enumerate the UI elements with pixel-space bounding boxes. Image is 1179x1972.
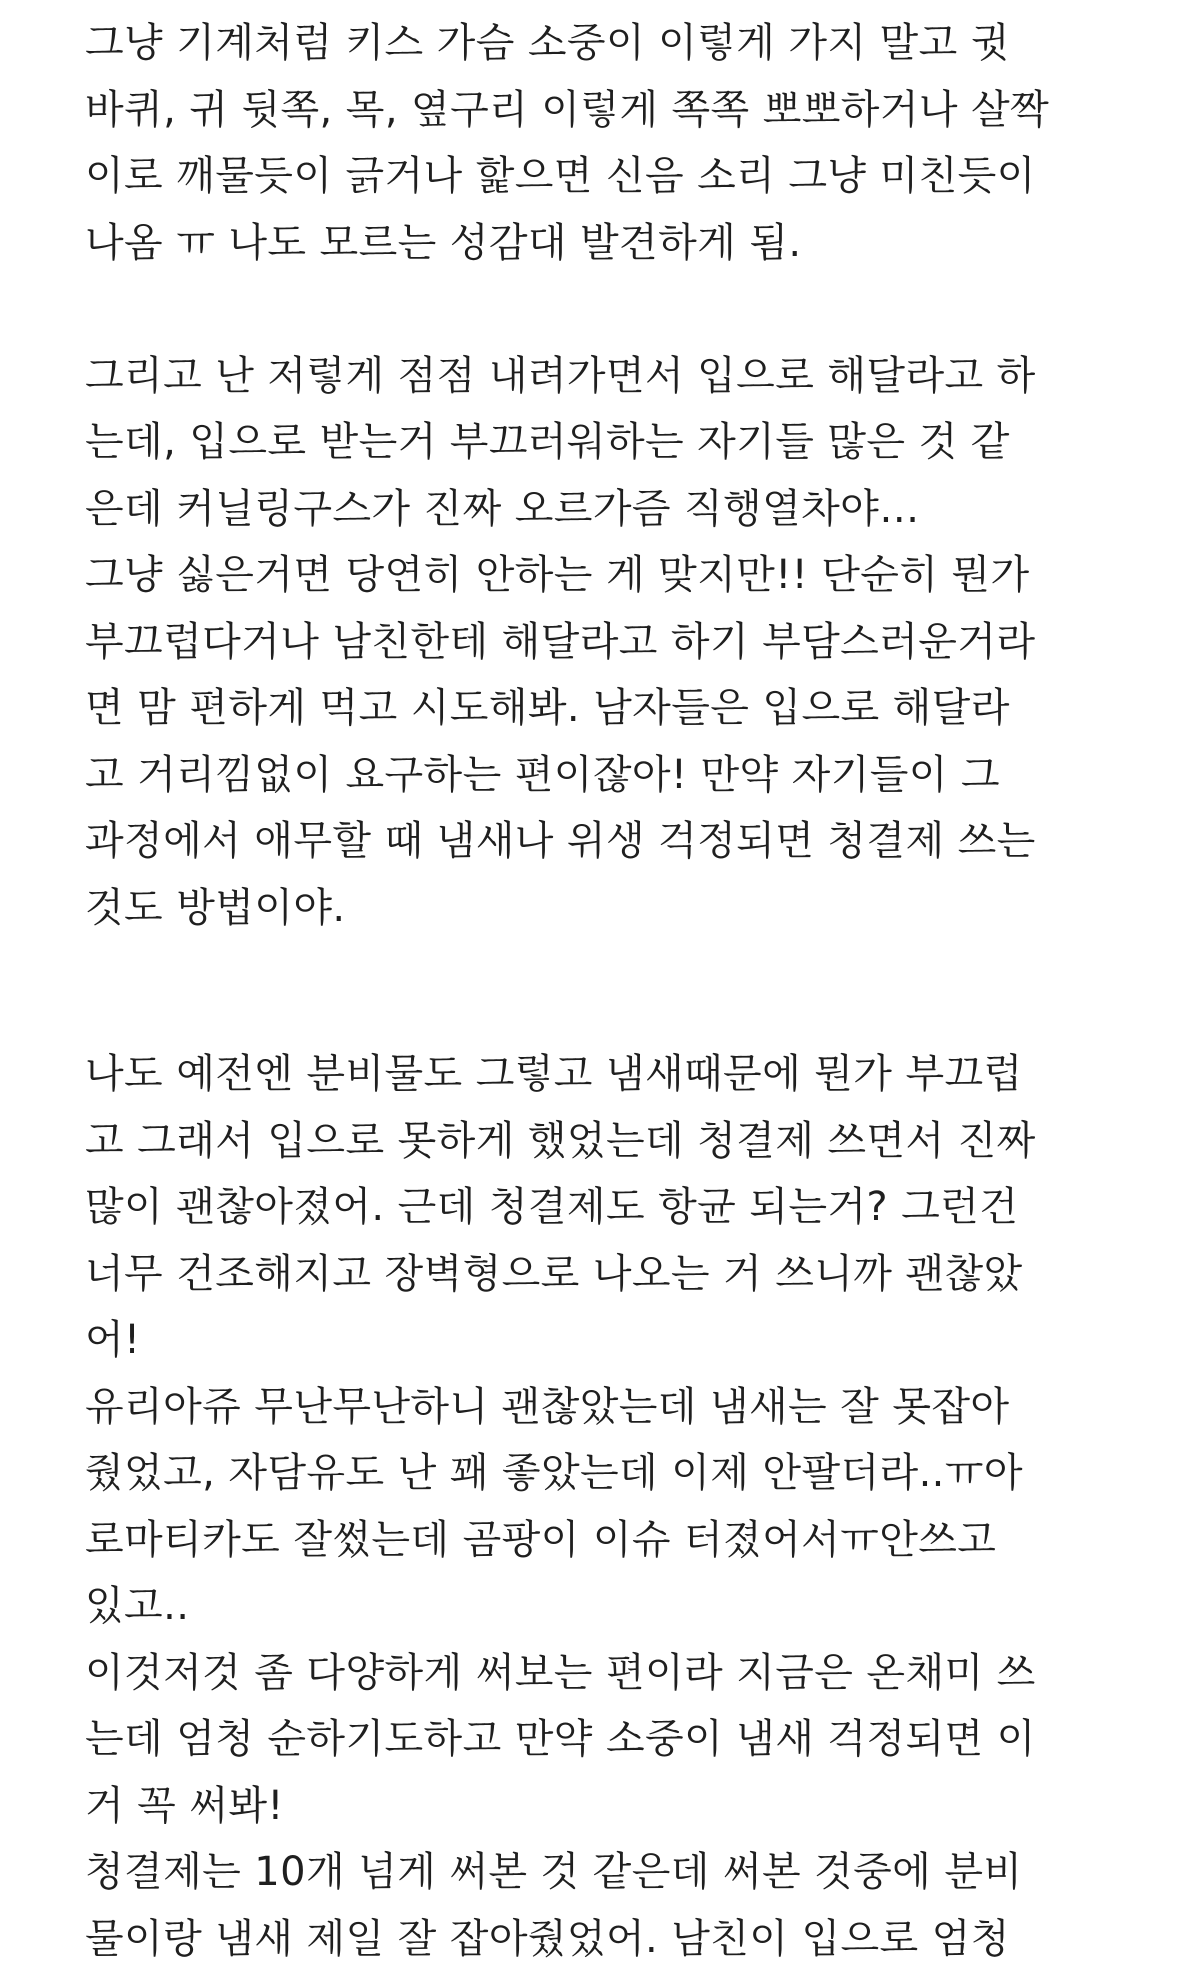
- text-line: 면 맘 편하게 먹고 시도해봐. 남자들은 입으로 해달라: [85, 675, 1179, 742]
- text-line: 이로 깨물듯이 긁거나 핥으면 신음 소리 그냥 미친듯이: [85, 143, 1179, 210]
- text-line: 고 거리낌없이 요구하는 편이잖아! 만약 자기들이 그: [85, 742, 1179, 809]
- text-line: 은데 커닐링구스가 진짜 오르가즘 직행열차야…: [85, 476, 1179, 543]
- text-line: 는데, 입으로 받는거 부끄러워하는 자기들 많은 것 같: [85, 409, 1179, 476]
- text-line: 그냥 싫은거면 당연히 안하는 게 맞지만!! 단순히 뭔가: [85, 542, 1179, 609]
- text-line: 그리고 난 저렇게 점점 내려가면서 입으로 해달라고 하: [85, 343, 1179, 410]
- text-line: 것도 방법이야.: [85, 875, 1179, 942]
- text-line: 거 꼭 써봐!: [85, 1773, 1179, 1840]
- paragraph-3: [85, 1041, 1179, 1972]
- paragraph-2: [85, 343, 1179, 942]
- text-line: 나옴 ㅠ 나도 모르는 성감대 발견하게 됨.: [85, 210, 1179, 277]
- paragraph-gap: [85, 276, 1179, 343]
- text-line: 물이랑 냄새 제일 잘 잡아줬었어. 남친이 입으로 엄청: [85, 1906, 1179, 1972]
- text-line: 청결제는 10개 넘게 써본 것 같은데 써본 것중에 분비: [85, 1839, 1179, 1906]
- text-line: 그냥 기계처럼 키스 가슴 소중이 이렇게 가지 말고 귓: [85, 10, 1179, 77]
- text-line: 유리아쥬 무난무난하니 괜찮았는데 냄새는 잘 못잡아: [85, 1374, 1179, 1441]
- text-line: 로마티카도 잘썼는데 곰팡이 이슈 터졌어서ㅠ안쓰고: [85, 1507, 1179, 1574]
- text-line: 너무 건조해지고 장벽형으로 나오는 거 쓰니까 괜찮았: [85, 1241, 1179, 1308]
- text-line: 과정에서 애무할 때 냄새나 위생 걱정되면 청결제 쓰는: [85, 808, 1179, 875]
- text-line: 부끄럽다거나 남친한테 해달라고 하기 부담스러운거라: [85, 609, 1179, 676]
- text-line: 어!: [85, 1307, 1179, 1374]
- text-line: 이것저것 좀 다양하게 써보는 편이라 지금은 온채미 쓰: [85, 1640, 1179, 1707]
- text-line: 바퀴, 귀 뒷쪽, 목, 옆구리 이렇게 쪽쪽 뽀뽀하거나 살짝: [85, 77, 1179, 144]
- text-line: 고 그래서 입으로 못하게 했었는데 청결제 쓰면서 진짜: [85, 1108, 1179, 1175]
- paragraph-1: [85, 10, 1179, 276]
- text-line: 많이 괜찮아졌어. 근데 청결제도 항균 되는거? 그런건: [85, 1174, 1179, 1241]
- text-line: 나도 예전엔 분비물도 그렇고 냄새때문에 뭔가 부끄럽: [85, 1041, 1179, 1108]
- paragraph-gap: [85, 941, 1179, 1041]
- text-line: 줬었고, 자담유도 난 꽤 좋았는데 이제 안팔더라..ㅠ아: [85, 1440, 1179, 1507]
- text-line: 는데 엄청 순하기도하고 만약 소중이 냄새 걱정되면 이: [85, 1706, 1179, 1773]
- text-line: 있고..: [85, 1573, 1179, 1640]
